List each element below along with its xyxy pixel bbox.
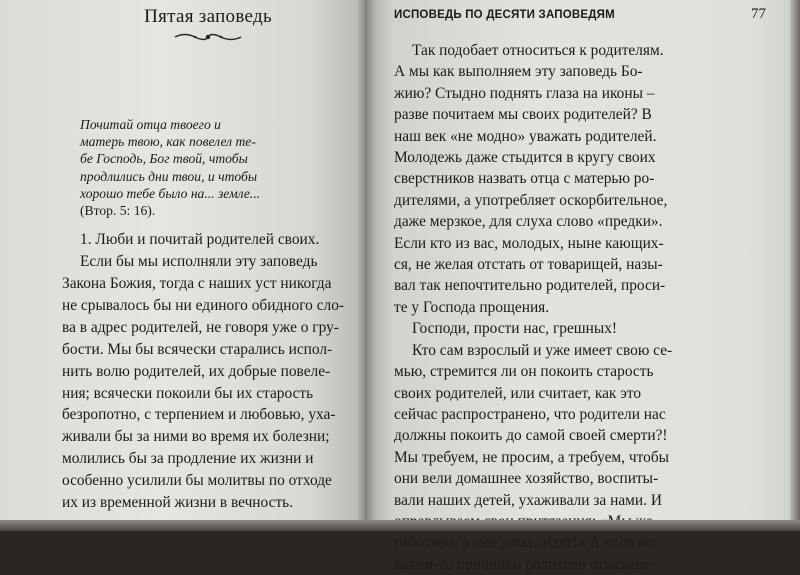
bottom-shadow [0, 520, 800, 531]
epigraph-line: Почитай отца твоего и [80, 117, 221, 132]
text-line: дителями, а употребляет оскорбительное, [394, 191, 668, 209]
text-line: Закона Божия, тогда с наших уст никогда [62, 275, 332, 293]
text-line: молились бы за продление их жизни и [62, 450, 314, 468]
text-line: особенно усилили бы молитвы по отходе [62, 472, 332, 490]
chapter-header: Пятая заповедь [144, 6, 272, 27]
right-page-header [394, 6, 766, 30]
text-line: те у Господа прощения. [394, 298, 550, 316]
text-line: вал так непочтительно родителей, проси- [394, 277, 666, 295]
text-line: их из временной жизни в вечность. [62, 494, 294, 512]
text-line: каким-то причинам родители отказыва- [394, 555, 654, 573]
text-line: Так подобает относиться к родителям. [412, 42, 664, 59]
left-page-body [62, 229, 354, 514]
epigraph-reference: (Втор. 5: 16). [80, 203, 156, 219]
page-stack-edge [790, 0, 800, 531]
epigraph-line: хорошо тебе было на... земле... [80, 185, 261, 201]
text-line: Кто сам взрослый и уже имеет свою се- [412, 341, 673, 359]
epigraph-line: продлились дни твои, и чтобы [80, 168, 258, 184]
text-line: сверстников назвать отца с матерью ро- [394, 170, 655, 188]
text-line: своих родителей, или считает, как это [394, 384, 642, 402]
text-line: Мы требуем, не просим, а требуем, чтобы [394, 448, 669, 466]
text-line: должны покоить до самой своей смерти?! [394, 427, 668, 445]
ornament-divider-icon [173, 32, 243, 42]
text-line: Если бы мы исполняли эту заповедь [80, 253, 318, 271]
text-line: живали бы за ними во время их болезни; [62, 428, 330, 446]
text-line: жию? Стыдно поднять глаза на иконы – [394, 84, 655, 102]
text-line: бости. Мы бы всячески старались испол- [62, 340, 333, 358]
text-line: нить волю родителей, их добрые повеле- [62, 362, 331, 380]
running-head: ИСПОВЕДЬ ПО ДЕСЯТИ ЗАПОВЕДЯМ [394, 9, 615, 21]
section-heading: 1. Люби и почитай родителей своих. [80, 231, 320, 249]
text-line: мью, стремится ли он покоить старость [394, 363, 654, 381]
text-line: работаем, а они дома сидят!» А если по [394, 534, 655, 552]
right-page [364, 0, 800, 573]
text-line: сейчас распространено, что родители нас [394, 405, 666, 423]
page-number: 77 [751, 6, 766, 22]
text-line: наш век «не модно» уважать родителей. [394, 127, 657, 145]
text-line: разве почитаем мы своих родителей? В [394, 106, 652, 124]
epigraph [62, 116, 354, 219]
text-line: они вели домашнее хозяйство, воспиты- [394, 470, 659, 488]
epigraph-line: матерь твою, как повелел те- [80, 134, 256, 150]
text-line: безропотно, с терпением и любовью, уха- [62, 406, 336, 424]
text-line: даже мерзкое, для слуха слово «предки». [394, 213, 663, 231]
book-gutter [356, 0, 376, 531]
left-page [0, 0, 364, 531]
prayer-line: Господи, прости нас, грешных! [412, 320, 618, 338]
right-page-body [394, 40, 766, 575]
text-line: Молодежь даже стыдится в кругу своих [394, 149, 656, 167]
text-line: Если кто из вас, молодых, ныне кающих- [394, 234, 664, 252]
text-line: не срывалось бы ни единого обидного сло- [62, 296, 345, 314]
text-line: ва в адрес родителей, не говоря уже о гру- [62, 318, 339, 336]
text-line: А мы как выполняем эту заповедь Бо- [394, 63, 643, 81]
epigraph-line: бе Господь, Бог твой, чтобы [80, 151, 248, 167]
text-line: ния; всячески покоили бы их старость [62, 384, 314, 402]
text-line: ся, не желая отстать от товарищей, назы- [394, 256, 663, 274]
text-line: вали наших детей, ухаживали за нами. И [394, 491, 662, 509]
